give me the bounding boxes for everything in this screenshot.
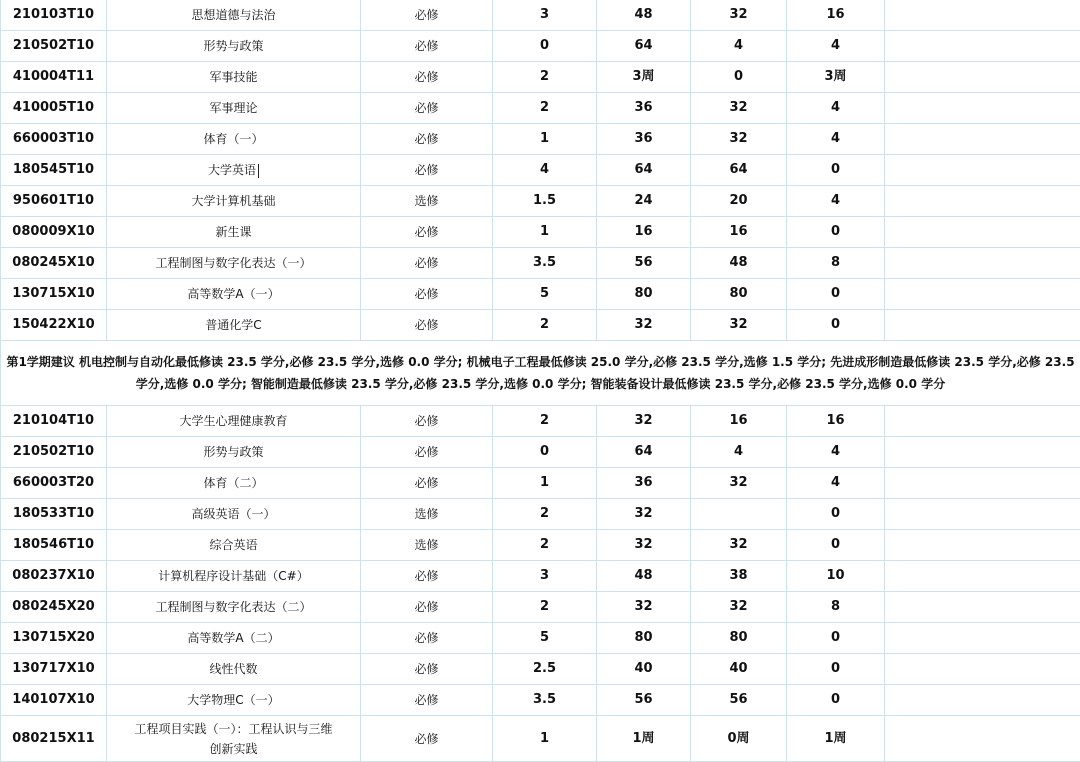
course-type: 必修 <box>361 437 493 468</box>
empty-cell <box>885 716 1080 762</box>
table-row <box>1 654 1080 685</box>
course-code: 210502T10 <box>1 437 107 468</box>
course-type: 必修 <box>361 93 493 124</box>
course-name: 大学英语 <box>107 155 361 186</box>
course-credit: 1.5 <box>493 186 597 217</box>
course-type: 选修 <box>361 530 493 561</box>
table-row <box>1 93 1080 124</box>
course-code: 140107X10 <box>1 685 107 716</box>
course-lecture-hours: 64 <box>691 155 787 186</box>
course-lecture-hours: 32 <box>691 592 787 623</box>
course-total-hours: 3周 <box>597 62 691 93</box>
course-practice-hours: 1周 <box>787 716 885 762</box>
course-type: 必修 <box>361 561 493 592</box>
course-total-hours: 80 <box>597 623 691 654</box>
course-practice-hours: 8 <box>787 592 885 623</box>
course-total-hours: 16 <box>597 217 691 248</box>
course-code: 080215X11 <box>1 716 107 762</box>
empty-cell <box>885 561 1080 592</box>
course-credit: 0 <box>493 437 597 468</box>
table-row <box>1 468 1080 499</box>
table-row <box>1 592 1080 623</box>
course-code: 210103T10 <box>1 0 107 31</box>
course-total-hours: 36 <box>597 468 691 499</box>
course-type: 必修 <box>361 406 493 437</box>
course-code: 080245X20 <box>1 592 107 623</box>
course-code: 210502T10 <box>1 31 107 62</box>
course-practice-hours: 4 <box>787 186 885 217</box>
course-total-hours: 48 <box>597 0 691 31</box>
course-type: 必修 <box>361 623 493 654</box>
course-type: 必修 <box>361 716 493 762</box>
empty-cell <box>885 592 1080 623</box>
course-practice-hours: 0 <box>787 530 885 561</box>
course-practice-hours: 10 <box>787 561 885 592</box>
course-credit: 3 <box>493 0 597 31</box>
table-row <box>1 685 1080 716</box>
empty-cell <box>885 31 1080 62</box>
course-practice-hours: 0 <box>787 310 885 341</box>
course-lecture-hours: 48 <box>691 248 787 279</box>
course-credit: 3.5 <box>493 248 597 279</box>
course-code: 150422X10 <box>1 310 107 341</box>
course-name: 工程制图与数字化表达（二） <box>107 592 361 623</box>
course-code: 130715X10 <box>1 279 107 310</box>
course-name: 工程制图与数字化表达（一） <box>107 248 361 279</box>
course-code: 660003T20 <box>1 468 107 499</box>
course-credit: 2 <box>493 530 597 561</box>
course-name: 高等数学A（一） <box>107 279 361 310</box>
course-code: 210104T10 <box>1 406 107 437</box>
course-practice-hours: 0 <box>787 654 885 685</box>
course-credit: 4 <box>493 155 597 186</box>
course-type: 必修 <box>361 217 493 248</box>
course-total-hours: 40 <box>597 654 691 685</box>
empty-cell <box>885 623 1080 654</box>
course-lecture-hours <box>691 499 787 530</box>
course-total-hours: 32 <box>597 310 691 341</box>
course-type: 选修 <box>361 186 493 217</box>
course-name: 体育（二） <box>107 468 361 499</box>
course-lecture-hours: 80 <box>691 623 787 654</box>
course-practice-hours: 16 <box>787 406 885 437</box>
course-type: 必修 <box>361 592 493 623</box>
course-name: 工程项目实践（一）：工程认识与三维创新实践 <box>107 716 361 762</box>
course-practice-hours: 0 <box>787 499 885 530</box>
course-total-hours: 32 <box>597 592 691 623</box>
text-cursor <box>258 164 259 178</box>
course-code: 130717X10 <box>1 654 107 685</box>
course-type: 必修 <box>361 124 493 155</box>
course-type: 必修 <box>361 685 493 716</box>
course-credit: 2.5 <box>493 654 597 685</box>
course-type: 选修 <box>361 499 493 530</box>
course-practice-hours: 0 <box>787 155 885 186</box>
course-type: 必修 <box>361 155 493 186</box>
course-credit: 3.5 <box>493 685 597 716</box>
course-name: 计算机程序设计基础（C#） <box>107 561 361 592</box>
course-practice-hours: 0 <box>787 623 885 654</box>
course-code: 080237X10 <box>1 561 107 592</box>
empty-cell <box>885 217 1080 248</box>
course-name: 普通化学C <box>107 310 361 341</box>
course-total-hours: 64 <box>597 437 691 468</box>
course-code: 180546T10 <box>1 530 107 561</box>
empty-cell <box>885 62 1080 93</box>
course-lecture-hours: 32 <box>691 468 787 499</box>
course-type: 必修 <box>361 279 493 310</box>
empty-cell <box>885 155 1080 186</box>
course-credit: 5 <box>493 623 597 654</box>
course-total-hours: 36 <box>597 124 691 155</box>
table-row <box>1 124 1080 155</box>
course-code: 130715X20 <box>1 623 107 654</box>
empty-cell <box>885 468 1080 499</box>
course-lecture-hours: 4 <box>691 31 787 62</box>
course-lecture-hours: 32 <box>691 124 787 155</box>
empty-cell <box>885 248 1080 279</box>
course-name: 军事理论 <box>107 93 361 124</box>
course-name: 大学物理C（一） <box>107 685 361 716</box>
course-name: 思想道德与法治 <box>107 0 361 31</box>
course-credit: 2 <box>493 499 597 530</box>
course-practice-hours: 4 <box>787 437 885 468</box>
table-row <box>1 437 1080 468</box>
semester-1-summary-text: 第1学期建议 机电控制与自动化最低修读 23.5 学分,必修 23.5 学分,选修 0.0 学分; 机械电子工程最低修读 25.0 学分,必修 23.5 学分,选修 1.5 学分; 先进成形制造最低修读 23.5 学分,必修 23.5 学分,选修 0.0 学分; 智能制造最低修读 23.5 学分,必修 23.5 学分,选修 0.0 学分; 智能装备设计最低修读 23.5 学分,必修 23.5 学分,选修 0.0 学分 <box>1 341 1080 406</box>
course-practice-hours: 4 <box>787 31 885 62</box>
course-total-hours: 32 <box>597 499 691 530</box>
course-practice-hours: 0 <box>787 685 885 716</box>
course-name: 军事技能 <box>107 62 361 93</box>
course-type: 必修 <box>361 62 493 93</box>
course-lecture-hours: 80 <box>691 279 787 310</box>
course-code: 660003T10 <box>1 124 107 155</box>
empty-cell <box>885 186 1080 217</box>
table-row <box>1 561 1080 592</box>
course-credit: 2 <box>493 592 597 623</box>
table-row <box>1 62 1080 93</box>
table-row <box>1 0 1080 31</box>
course-total-hours: 64 <box>597 155 691 186</box>
course-total-hours: 80 <box>597 279 691 310</box>
course-name: 形势与政策 <box>107 437 361 468</box>
course-name: 大学生心理健康教育 <box>107 406 361 437</box>
course-total-hours: 64 <box>597 31 691 62</box>
course-lecture-hours: 32 <box>691 310 787 341</box>
course-type: 必修 <box>361 31 493 62</box>
course-credit: 2 <box>493 310 597 341</box>
course-lecture-hours: 56 <box>691 685 787 716</box>
course-lecture-hours: 16 <box>691 217 787 248</box>
course-practice-hours: 4 <box>787 93 885 124</box>
table-row <box>1 310 1080 341</box>
course-credit: 2 <box>493 93 597 124</box>
table-row <box>1 186 1080 217</box>
course-code: 180545T10 <box>1 155 107 186</box>
course-credit: 1 <box>493 217 597 248</box>
table-row <box>1 499 1080 530</box>
table-row <box>1 248 1080 279</box>
course-name: 线性代数 <box>107 654 361 685</box>
course-total-hours: 32 <box>597 530 691 561</box>
empty-cell <box>885 530 1080 561</box>
course-code: 950601T10 <box>1 186 107 217</box>
course-type: 必修 <box>361 310 493 341</box>
course-total-hours: 48 <box>597 561 691 592</box>
table-row <box>1 31 1080 62</box>
empty-cell <box>885 310 1080 341</box>
course-credit: 1 <box>493 124 597 155</box>
course-name: 体育（一） <box>107 124 361 155</box>
table-row <box>1 406 1080 437</box>
empty-cell <box>885 685 1080 716</box>
course-lecture-hours: 4 <box>691 437 787 468</box>
course-credit: 1 <box>493 716 597 762</box>
empty-cell <box>885 499 1080 530</box>
course-code: 410004T11 <box>1 62 107 93</box>
course-lecture-hours: 16 <box>691 406 787 437</box>
course-lecture-hours: 32 <box>691 93 787 124</box>
course-type: 必修 <box>361 654 493 685</box>
course-practice-hours: 0 <box>787 217 885 248</box>
semester-1-summary-row <box>1 341 1080 406</box>
course-credit: 3 <box>493 561 597 592</box>
course-lecture-hours: 32 <box>691 0 787 31</box>
course-credit: 2 <box>493 62 597 93</box>
course-total-hours: 1周 <box>597 716 691 762</box>
table-row <box>1 530 1080 561</box>
course-practice-hours: 8 <box>787 248 885 279</box>
course-name: 形势与政策 <box>107 31 361 62</box>
empty-cell <box>885 93 1080 124</box>
table-row <box>1 155 1080 186</box>
course-name: 高等数学A（二） <box>107 623 361 654</box>
course-practice-hours: 0 <box>787 279 885 310</box>
table-row <box>1 623 1080 654</box>
course-lecture-hours: 40 <box>691 654 787 685</box>
course-table-body <box>1 0 1080 762</box>
course-total-hours: 56 <box>597 685 691 716</box>
course-total-hours: 24 <box>597 186 691 217</box>
course-lecture-hours: 0周 <box>691 716 787 762</box>
course-code: 180533T10 <box>1 499 107 530</box>
course-total-hours: 32 <box>597 406 691 437</box>
course-practice-hours: 16 <box>787 0 885 31</box>
course-code: 080245X10 <box>1 248 107 279</box>
course-name: 高级英语（一） <box>107 499 361 530</box>
table-row <box>1 217 1080 248</box>
course-credit: 0 <box>493 31 597 62</box>
course-credit: 5 <box>493 279 597 310</box>
course-total-hours: 36 <box>597 93 691 124</box>
course-practice-hours: 4 <box>787 468 885 499</box>
course-code: 080009X10 <box>1 217 107 248</box>
empty-cell <box>885 0 1080 31</box>
course-lecture-hours: 32 <box>691 530 787 561</box>
course-type: 必修 <box>361 248 493 279</box>
empty-cell <box>885 279 1080 310</box>
course-name: 大学计算机基础 <box>107 186 361 217</box>
course-practice-hours: 4 <box>787 124 885 155</box>
course-name: 综合英语 <box>107 530 361 561</box>
empty-cell <box>885 406 1080 437</box>
empty-cell <box>885 654 1080 685</box>
course-practice-hours: 3周 <box>787 62 885 93</box>
course-lecture-hours: 0 <box>691 62 787 93</box>
table-row <box>1 716 1080 762</box>
table-row <box>1 279 1080 310</box>
course-credit: 1 <box>493 468 597 499</box>
course-type: 必修 <box>361 0 493 31</box>
course-lecture-hours: 20 <box>691 186 787 217</box>
course-name: 新生课 <box>107 217 361 248</box>
course-credit: 2 <box>493 406 597 437</box>
empty-cell <box>885 437 1080 468</box>
course-lecture-hours: 38 <box>691 561 787 592</box>
course-code: 410005T10 <box>1 93 107 124</box>
course-total-hours: 56 <box>597 248 691 279</box>
course-type: 必修 <box>361 468 493 499</box>
empty-cell <box>885 124 1080 155</box>
